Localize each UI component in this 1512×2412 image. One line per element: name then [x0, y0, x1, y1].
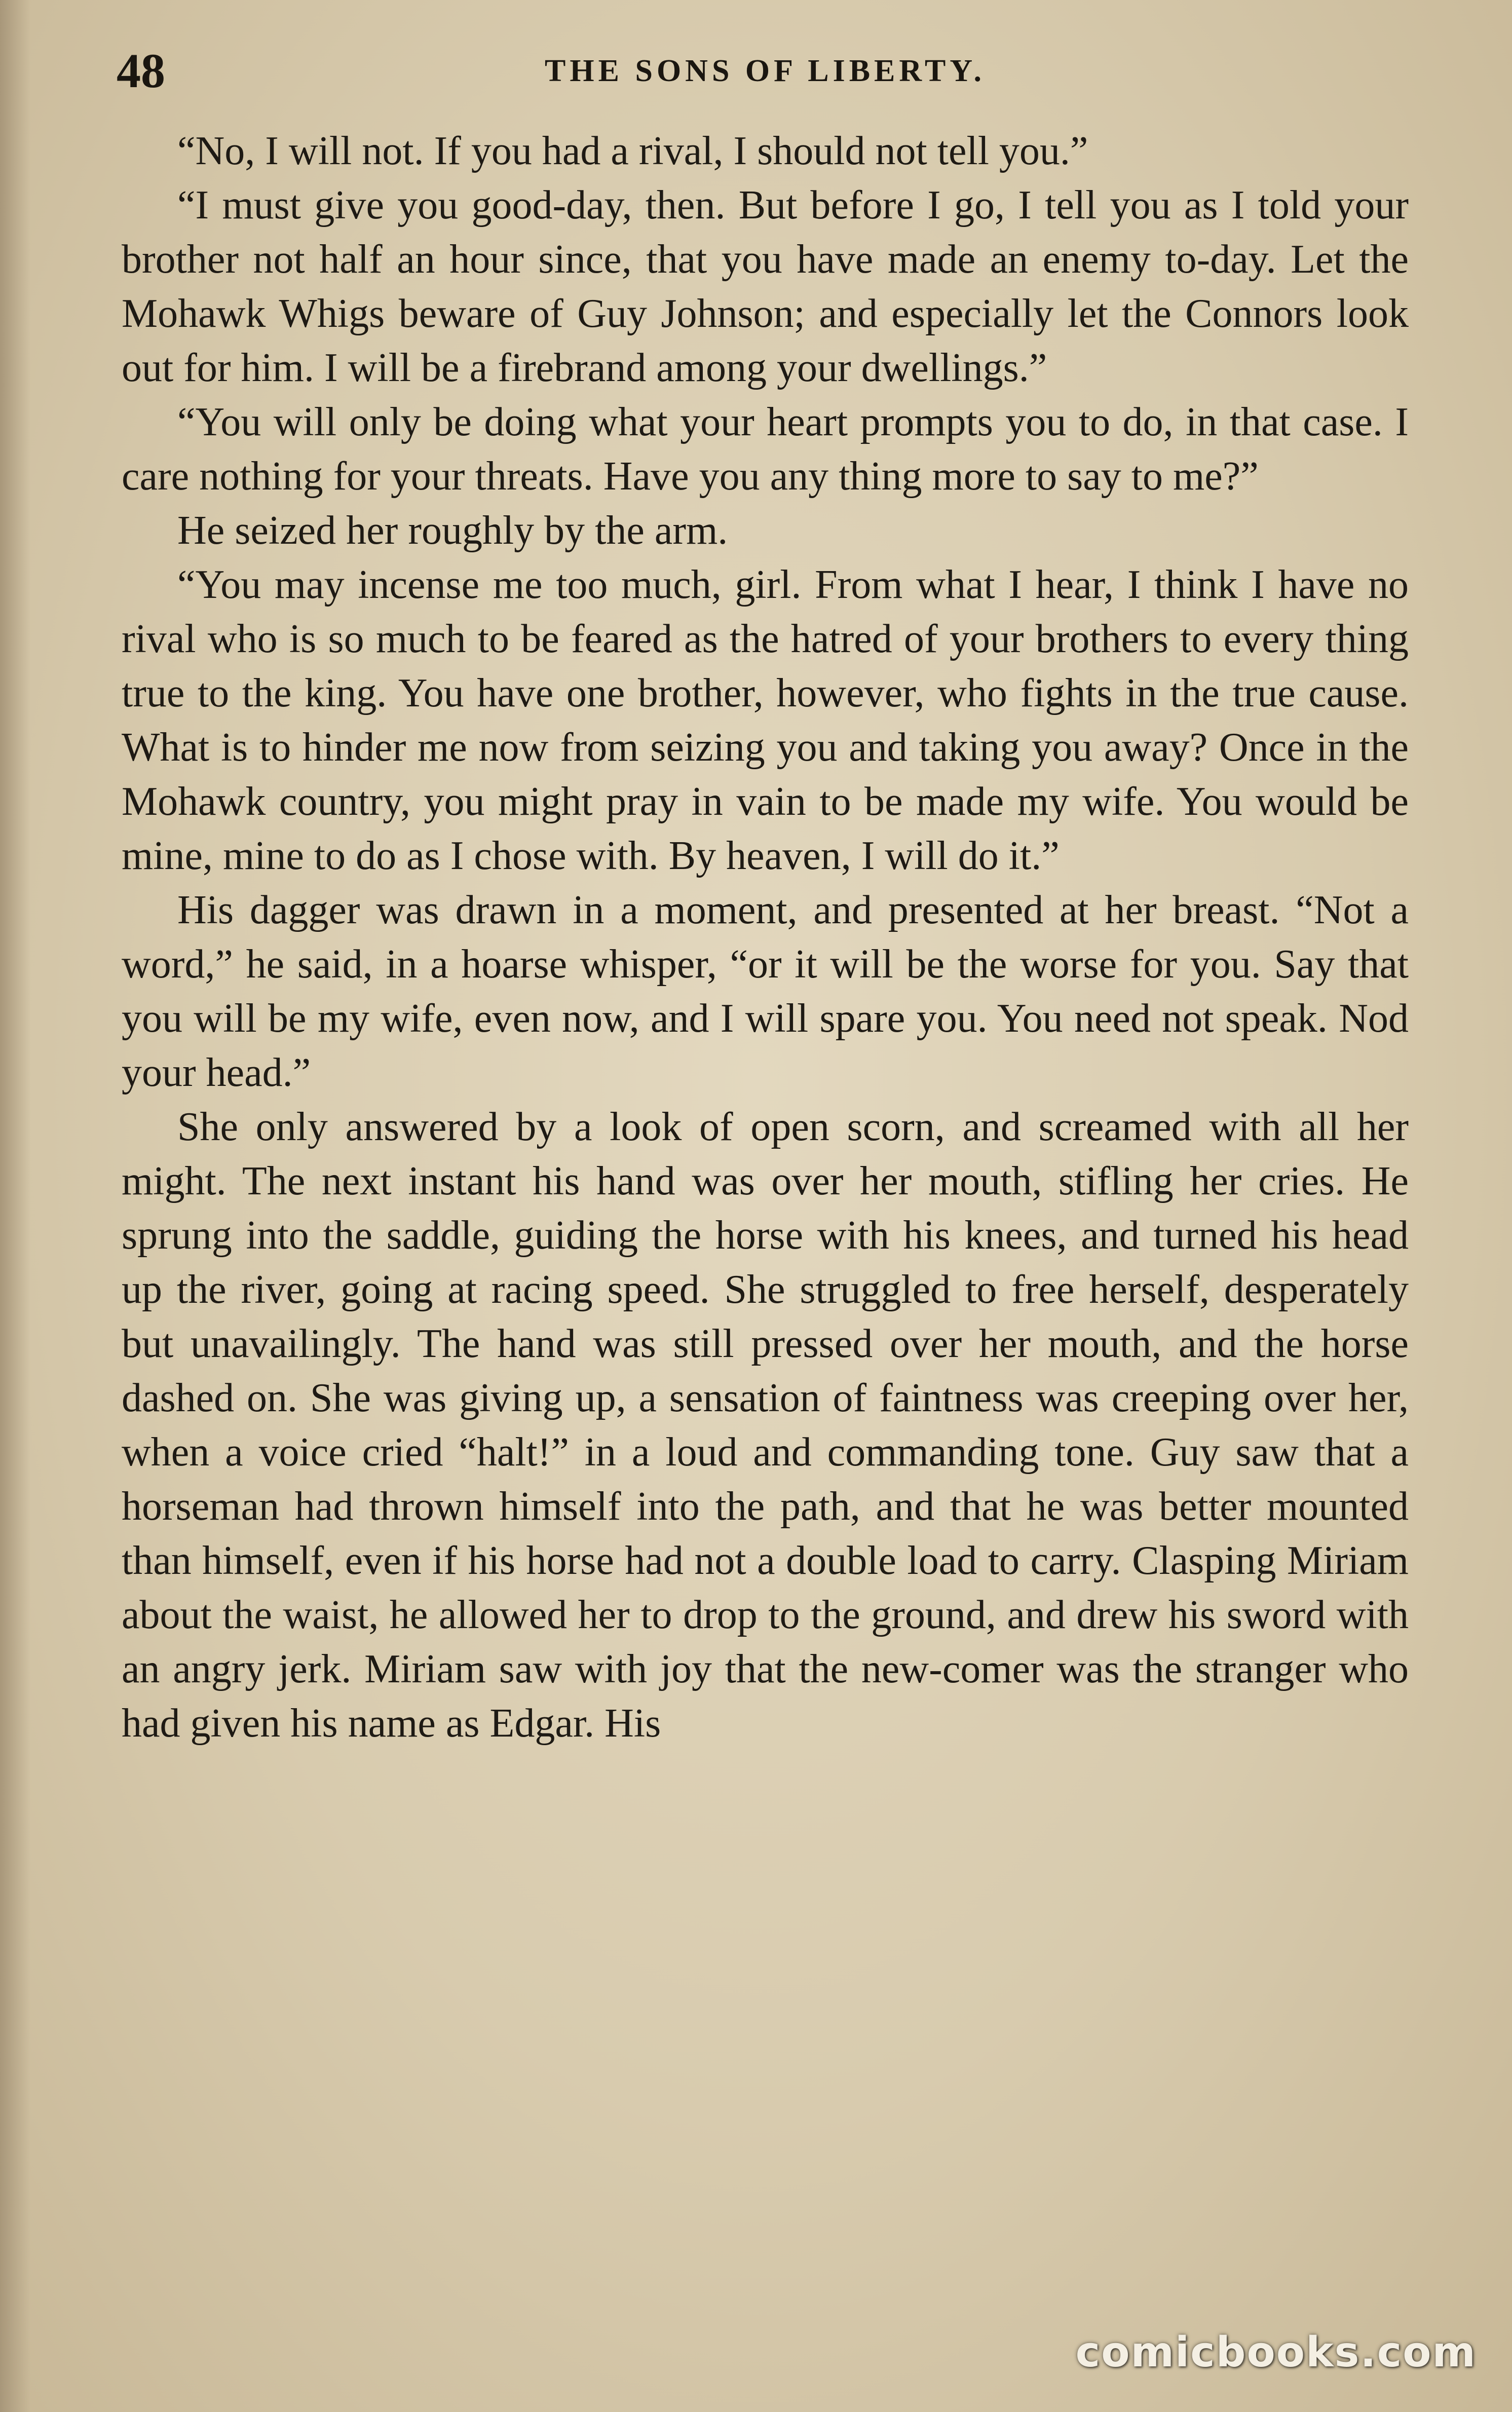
body-text — [122, 124, 1409, 1751]
paragraph: His dagger was drawn in a moment, and presented at her breast. “Not a word,” he said, in a hoarse whisper, “or it will be the worse for you. Say that you will be my wife, even now, and I will spare you. You need not speak. Nod your head.” — [122, 888, 1409, 1095]
running-head: THE SONS OF LIBERTY. — [545, 54, 986, 88]
paragraph: “You may incense me too much, girl. From what I hear, I think I have no rival who is so much to be feared as the hatred of your brothers to every thing true to the king. You have one brother, however, who fights in the true cause. What is to hinder me now from seizing you and taking you away? Once in the Mohawk country, you might pray in vain to be made my wife. You would be mine, mine to do as I chose with. By heaven, I will do it.” — [122, 562, 1409, 878]
page-number: 48 — [117, 44, 165, 98]
watermark: comicbooks.com — [1075, 2328, 1477, 2377]
paragraph: “I must give you good-day, then. But before I go, I tell you as I told your brother not half an hour since, that you have made an enemy to-day. Let the Mohawk Whigs beware of Guy Johnson; and especially let the Connors look out for him. I will be a firebrand among your dwellings.” — [122, 183, 1409, 390]
page-edge-shadow — [0, 0, 30, 2412]
paragraph: “You will only be doing what your heart prompts you to do, in that case. I care nothing for your threats. Have you any thing more to say to me?” — [122, 400, 1409, 499]
paragraph: She only answered by a look of open scorn, and screamed with all her might. The next instant his hand was over her mouth, stifling her cries. He sprung into the saddle, guiding the horse with his knees, and turned his head up the river, going at racing speed. She struggled to free herself, desperately but unavailingly. The hand was still pressed over her mouth, and the horse dashed on. She was giving up, a sensation of faintness was creeping over her, when a voice cried “halt!” in a loud and commanding tone. Guy saw that a horseman had thrown himself into the path, and that he was better mounted than himself, even if his horse had not a double load to carry. Clasping Miriam about the waist, he allowed her to drop to the ground, and drew his sword with an angry jerk. Miriam saw with joy that the new-comer was the stranger who had given his name as Edgar. His — [122, 1105, 1409, 1746]
page-header — [117, 35, 1414, 106]
paragraph: He seized her roughly by the arm. — [177, 508, 728, 553]
paragraph: “No, I will not. If you had a rival, I should not tell you.” — [177, 129, 1088, 173]
